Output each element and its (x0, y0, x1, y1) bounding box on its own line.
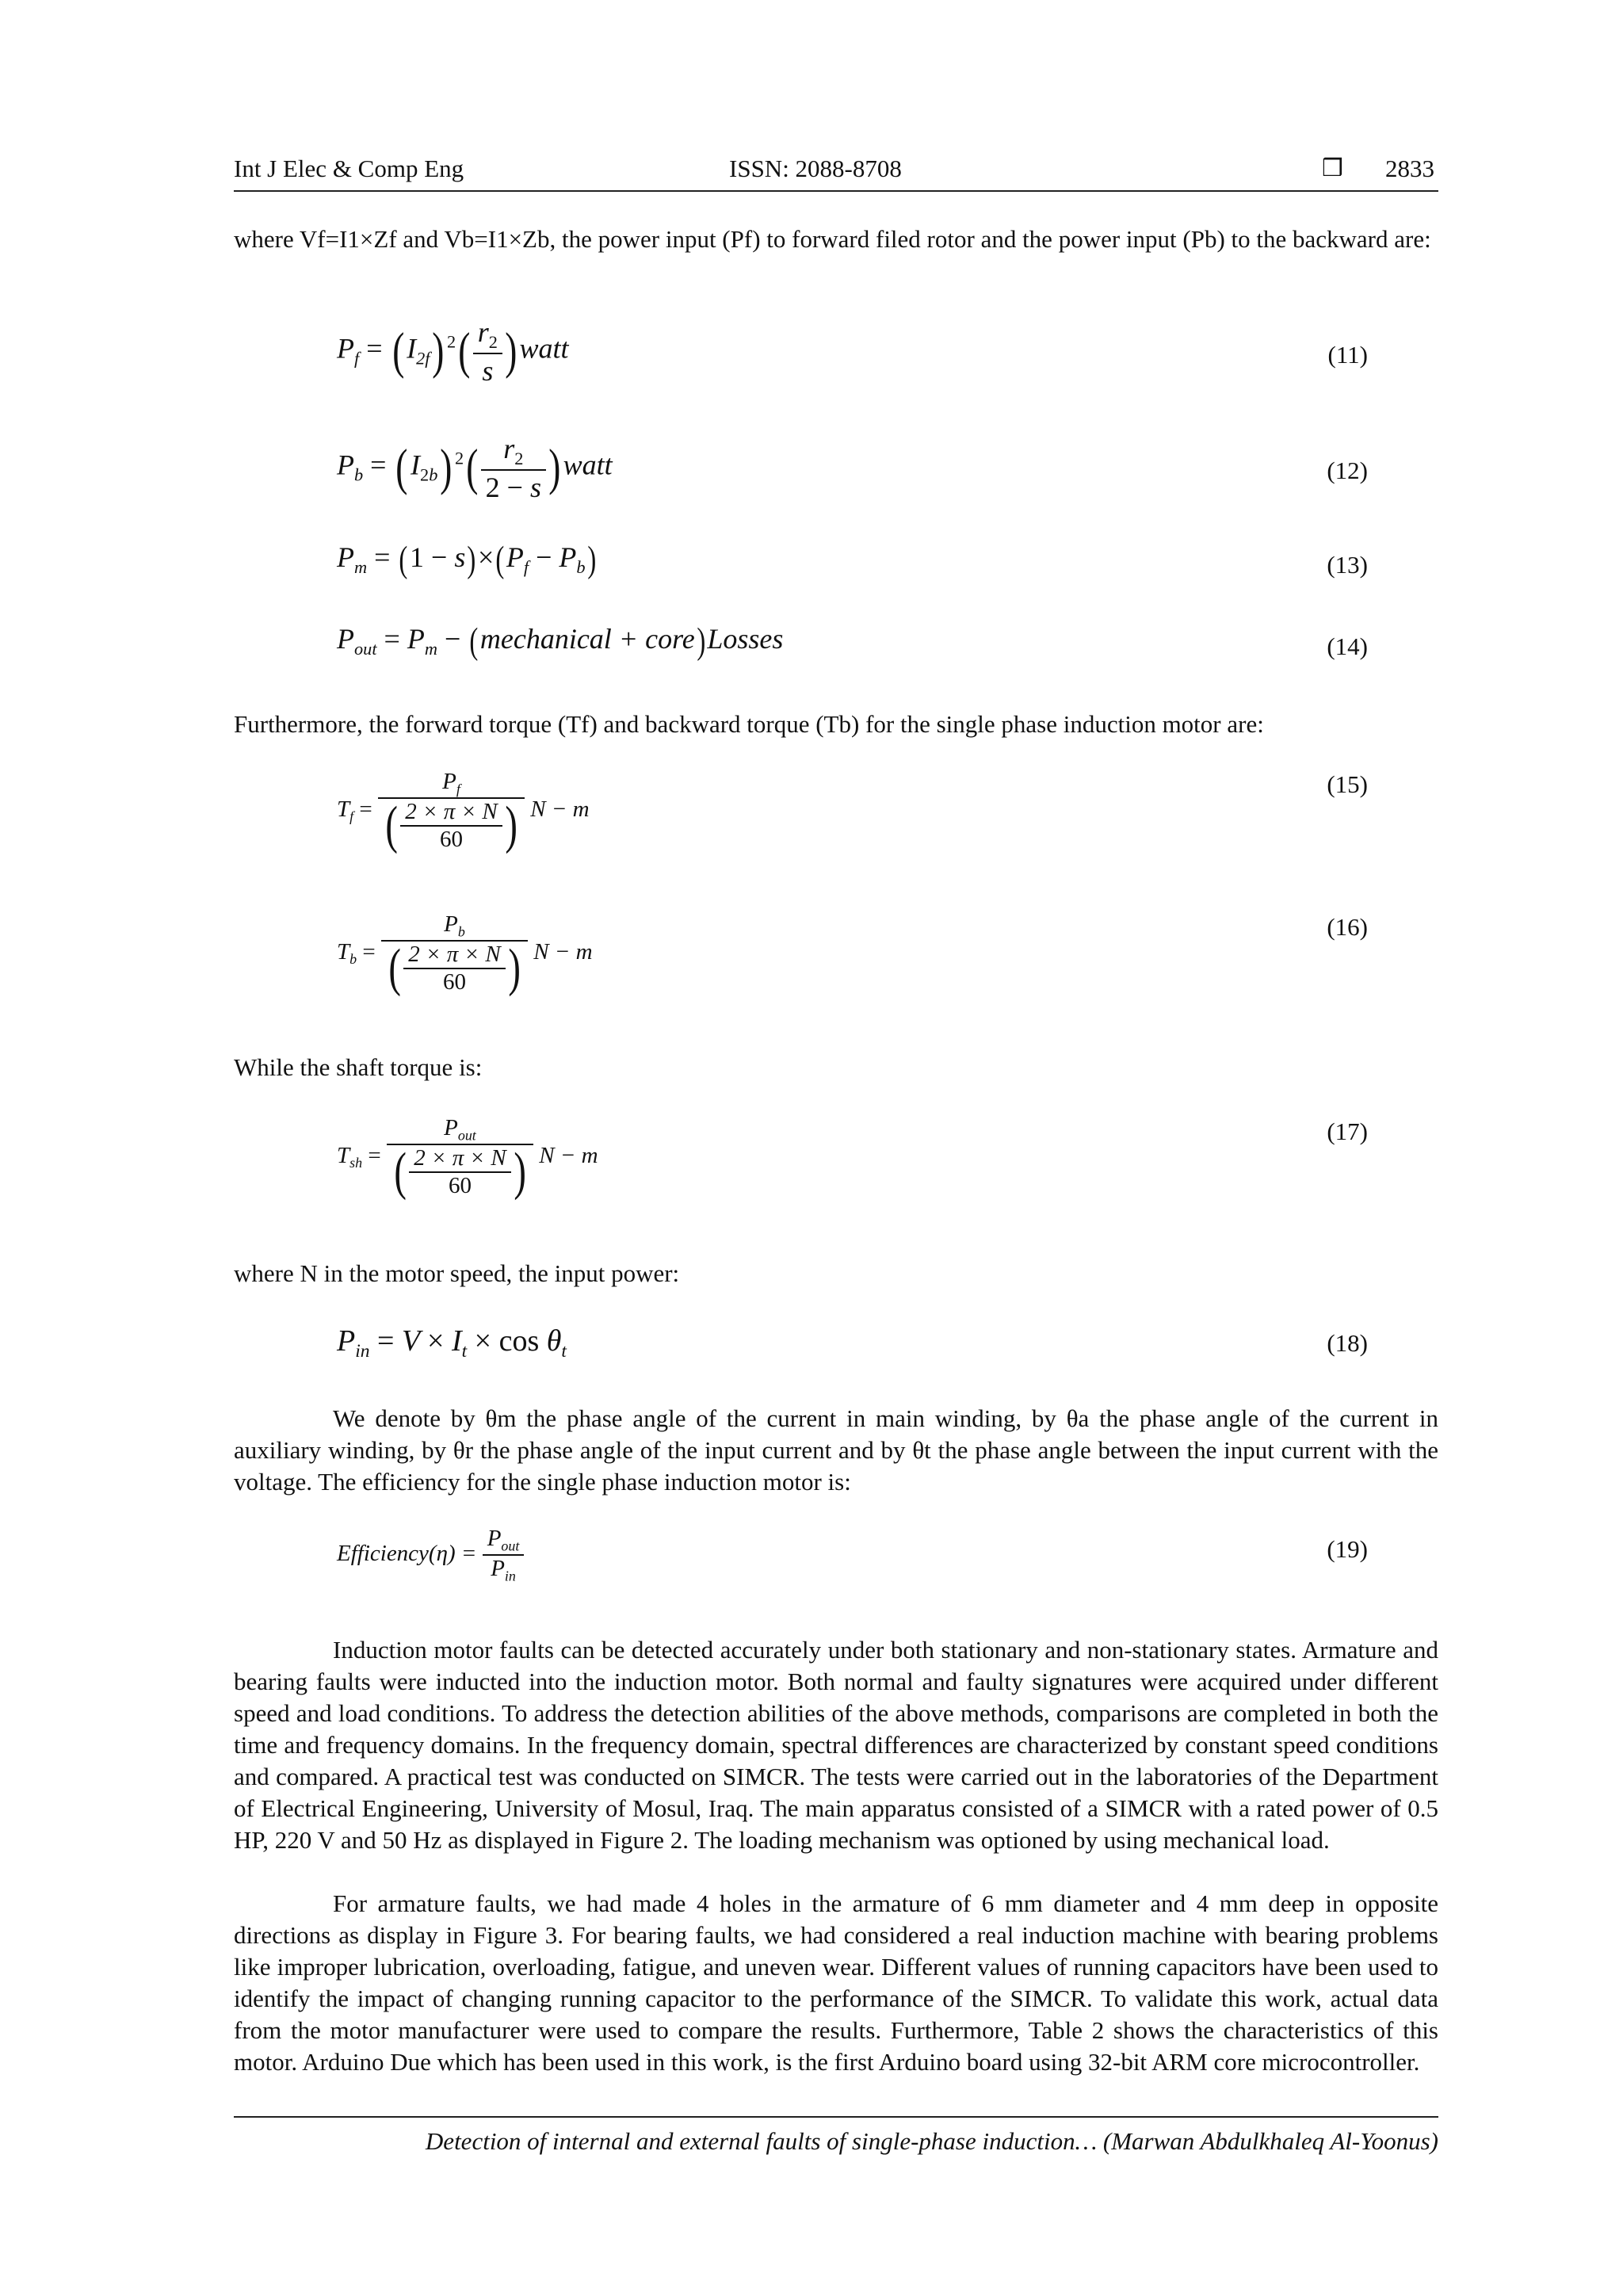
box-icon: ❒ (1322, 155, 1343, 182)
newton-meter-unit: N − m (533, 938, 593, 965)
paragraph-induction-motor-faults: Induction motor faults can be detected accurately under both stationary and non-stationary states. Armature and bearing faults were inducted into the induction motor. Both normal and faulty signatures were acquired under different speed and load conditions. To address the detection abilities of the above methods, comparisons are completed in both the time and frequency domains. In the frequency domain, spectral differences are characterized by constant speed conditions and compared. A practical test was conducted on SIMCR. The tests were carried out in the laboratories of the Department of Electrical Engineering, University of Mosul, Iraq. The main apparatus consisted of a SIMCR with a rated power of 0.5 HP, 220 V and 50 Hz as displayed in Figure 2. The loading mechanism was optioned by using mechanical load. (234, 1636, 1438, 1854)
header-rule (234, 190, 1438, 192)
paragraph-power-input: where Vf=I1×Zf and Vb=I1×Zb, the power input (Pf) to forward filed rotor and the power input (Pb) to the backward are: (234, 225, 1431, 253)
cosine-function: cos (498, 1324, 540, 1358)
paragraph-motor-speed: where N in the motor speed, the input power: (234, 1259, 680, 1287)
equation-number-17: (17) (1327, 1117, 1368, 1145)
equation-number-11: (11) (1327, 341, 1368, 369)
newton-meter-unit: N − m (530, 796, 590, 822)
equation-19: Efficiency(η) = $\frac{P_{out}}{P_{in}}$ (337, 1526, 524, 1585)
equation-12: $P_b = (I_{2b})$ $^2$( $\frac{r_2}{2 - s}$ )watt (337, 433, 613, 503)
equation-number-15: (15) (1327, 770, 1368, 798)
equation-number-18: (18) (1327, 1329, 1368, 1357)
equation-15: $T_f$ = $P_f$ ( $\frac{2 \times \pi \times N}{60}$ ) N − m (337, 769, 590, 854)
paragraph-armature-bearing-faults: For armature faults, we had made 4 holes in the armature of 6 mm diameter and 4 mm deep in opposite directions as display in Figure 3. For bearing faults, we had considered a real induction machine with bearing problems like improper lubrication, overloading, fatigue, and uneven wear. Different values of running capacitors have been used to identify the impact of changing running capacitor to the performance of the SIMCR. To validate this work, actual data from the motor manufacturer were used to compare the results. Furthermore, Table 2 shows the characteristics of this motor. Arduino Due which has been used in this work, is the first Arduino board using 32-bit ARM core microcontroller. (234, 1889, 1438, 2076)
footer-rule (234, 2116, 1438, 2118)
watt-unit: watt (519, 332, 569, 365)
equation-number-16: (16) (1327, 913, 1368, 941)
equation-number-13: (13) (1327, 551, 1368, 579)
page-number: 2833 (1385, 155, 1434, 182)
equation-11: $P_f = (I_{2f})$ $^2$( $\frac{r_2}{s}$ )watt (337, 316, 569, 387)
watt-unit: watt (563, 449, 613, 481)
paragraph-forward-backward-torque: Furthermore, the forward torque (Tf) and backward torque (Tb) for the single phase induction motor are: (234, 710, 1264, 738)
running-header-issn: ISSN: 2088-8708 (729, 155, 902, 182)
equation-number-12: (12) (1327, 457, 1368, 484)
newton-meter-unit: N − m (539, 1142, 598, 1168)
equation-13: $P_m = (1 - s)\times(P_f - P_b)$ (337, 539, 596, 581)
equation-number-14: (14) (1327, 632, 1368, 660)
equation-14: $P_{out} = P_m$ − (mechanical + core)Losses (337, 621, 784, 663)
losses-term: Losses (707, 623, 784, 655)
paragraph-shaft-torque: While the shaft torque is: (234, 1053, 483, 1081)
running-header-journal: Int J Elec & Comp Eng (234, 155, 464, 182)
equation-18: $P_{in} = V \times I_t \times \cos \theta_t$ (337, 1324, 567, 1362)
paragraph-phase-angles: We denote by θm the phase angle of the current in main winding, by θa the phase angle of the current in auxiliary winding, by θr the phase angle of the input current and by θt the phase angle between the input current with the voltage. The efficiency for the single phase induction motor is: (234, 1404, 1438, 1496)
mechanical-core-term: mechanical + core (479, 623, 695, 655)
equation-17: $T_{sh}$ = $P_{out}$ ( $\frac{2 \times \pi \times N}{60}$ ) N − m (337, 1115, 598, 1201)
equation-16: $T_b$ = $P_b$ ( $\frac{2 \times \pi \times N}{60}$ ) N − m (337, 911, 593, 997)
running-footer: Detection of internal and external faults of single-phase induction… (Marwan Abdulkhaleq Al-Yoonus) (425, 2127, 1438, 2155)
equation-number-19: (19) (1327, 1535, 1368, 1563)
efficiency-label: Efficiency(η) = (337, 1540, 477, 1566)
